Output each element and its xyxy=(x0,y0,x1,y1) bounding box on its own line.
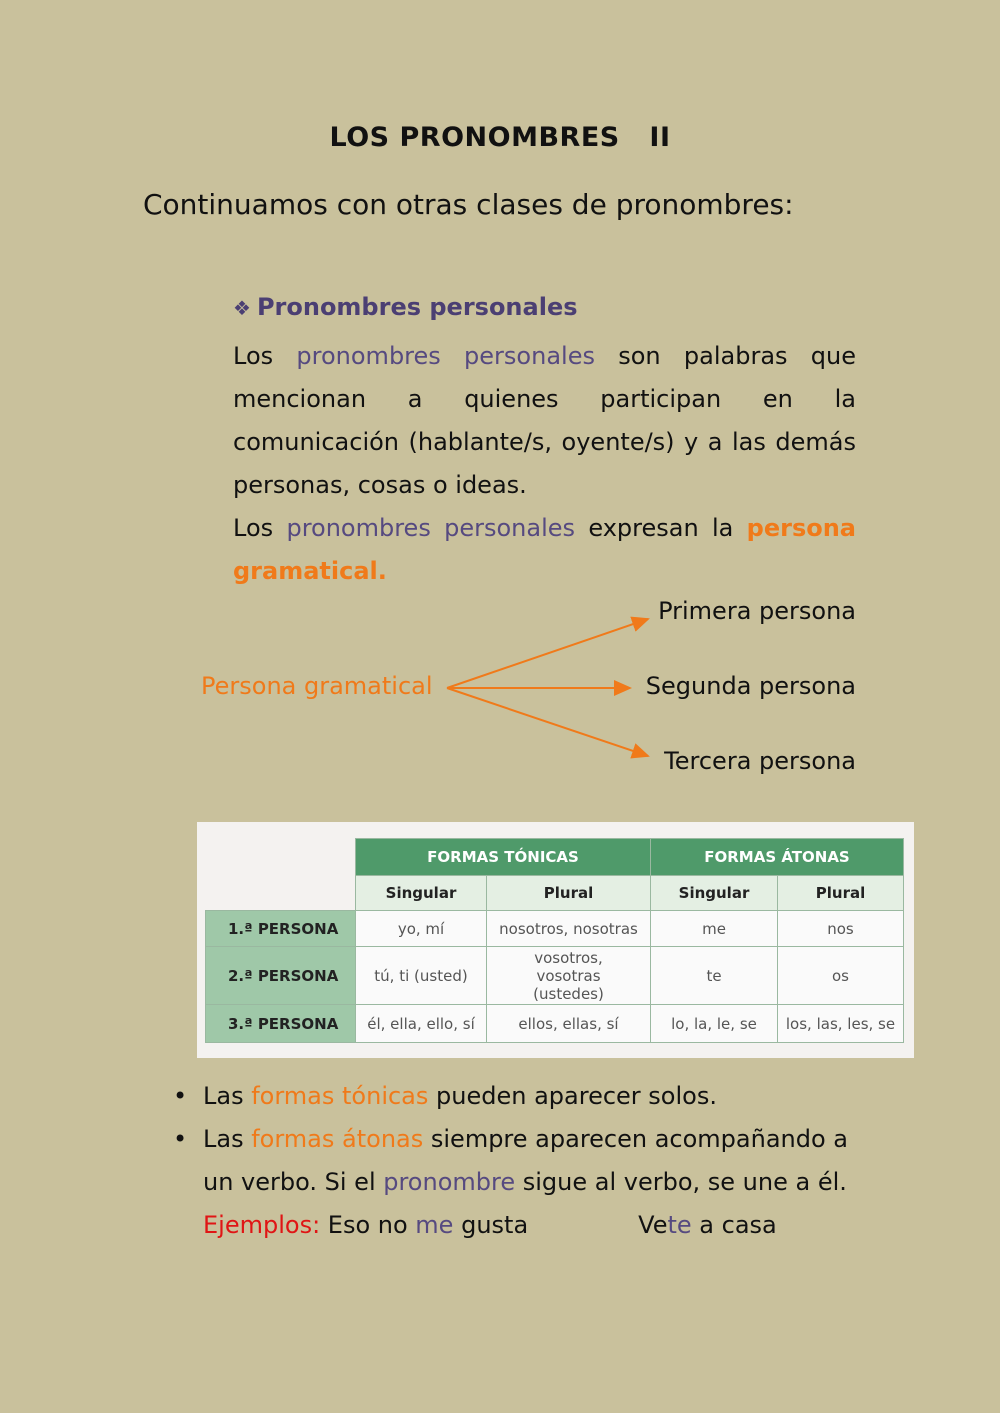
examples-label: Ejemplos: xyxy=(203,1211,321,1239)
notes-list xyxy=(203,1075,863,1247)
table-cell: lo, la, le, se xyxy=(651,1005,778,1043)
table-cell: te xyxy=(651,947,778,1005)
text: son palabras que mencionan a quienes participan en la comunicación (hablante/s, oyente/s) y a las demás personas, cosas o ideas. xyxy=(233,342,857,499)
group-header: FORMAS ÁTONAS xyxy=(651,839,904,876)
section-heading-text: Pronombres personales xyxy=(256,293,578,321)
highlight-term: formas átonas xyxy=(251,1125,424,1153)
list-item xyxy=(203,1075,863,1118)
highlight-term: pronombres personales xyxy=(286,514,576,542)
sub-header: Plural xyxy=(778,876,904,911)
text: a casa xyxy=(691,1211,777,1239)
example-pronoun: me xyxy=(415,1211,454,1239)
arrow-to-tercera xyxy=(447,688,648,756)
pronoun-table xyxy=(205,838,904,1043)
empty-corner xyxy=(206,876,356,911)
empty-corner xyxy=(206,839,356,876)
table-cell: los, las, les, se xyxy=(778,1005,904,1043)
table-cell: me xyxy=(651,911,778,947)
key-term: persona gramatical. xyxy=(233,514,857,585)
table-cell: vosotros, vosotras (ustedes) xyxy=(487,947,651,1005)
example-pronoun: te xyxy=(667,1211,692,1239)
text: siempre aparecen acompañando a un verbo. Si el xyxy=(203,1125,849,1196)
sub-header: Singular xyxy=(651,876,778,911)
text: gusta xyxy=(453,1211,529,1239)
list-item xyxy=(203,1118,863,1247)
table-cell: nos xyxy=(778,911,904,947)
table-row xyxy=(206,911,904,947)
group-header: FORMAS TÓNICAS xyxy=(356,839,651,876)
table-cell: os xyxy=(778,947,904,1005)
text: Las xyxy=(203,1125,252,1153)
page-title: LOS PRONOMBRES II xyxy=(329,122,671,153)
text: pueden aparecer solos. xyxy=(428,1082,717,1110)
highlight-term: formas tónicas xyxy=(251,1082,429,1110)
highlight-term: pronombres personales xyxy=(296,342,595,370)
diamond-bullet-icon: ❖ xyxy=(233,296,251,320)
diagram-source: Persona gramatical xyxy=(201,672,433,700)
sub-header: Singular xyxy=(356,876,487,911)
sub-header: Plural xyxy=(487,876,651,911)
text: expresan la xyxy=(575,514,747,542)
row-header: 1.ª PERSONA xyxy=(206,911,356,947)
table-cell: ellos, ellas, sí xyxy=(487,1005,651,1043)
text: sigue al verbo, se une a él. xyxy=(515,1168,847,1196)
text: Los xyxy=(233,342,297,370)
text: Eso no xyxy=(320,1211,416,1239)
diagram-target: Tercera persona xyxy=(664,747,856,775)
table-row xyxy=(206,947,904,1005)
diagram-target: Segunda persona xyxy=(645,672,856,700)
table-cell: tú, ti (usted) xyxy=(356,947,487,1005)
table-cell: él, ella, ello, sí xyxy=(356,1005,487,1043)
row-header: 3.ª PERSONA xyxy=(206,1005,356,1043)
table-row xyxy=(206,1005,904,1043)
text: Ve xyxy=(638,1211,668,1239)
subtitle: Continuamos con otras clases de pronombres: xyxy=(143,188,794,221)
table-cell: nosotros, nosotras xyxy=(487,911,651,947)
arrow-to-primera xyxy=(447,619,648,688)
row-header: 2.ª PERSONA xyxy=(206,947,356,1005)
text: Las xyxy=(203,1082,252,1110)
highlight-term: pronombre xyxy=(383,1168,516,1196)
text: Los xyxy=(233,514,287,542)
pronoun-table-image xyxy=(197,822,914,1058)
diagram-target: Primera persona xyxy=(658,597,856,625)
table-cell: yo, mí xyxy=(356,911,487,947)
